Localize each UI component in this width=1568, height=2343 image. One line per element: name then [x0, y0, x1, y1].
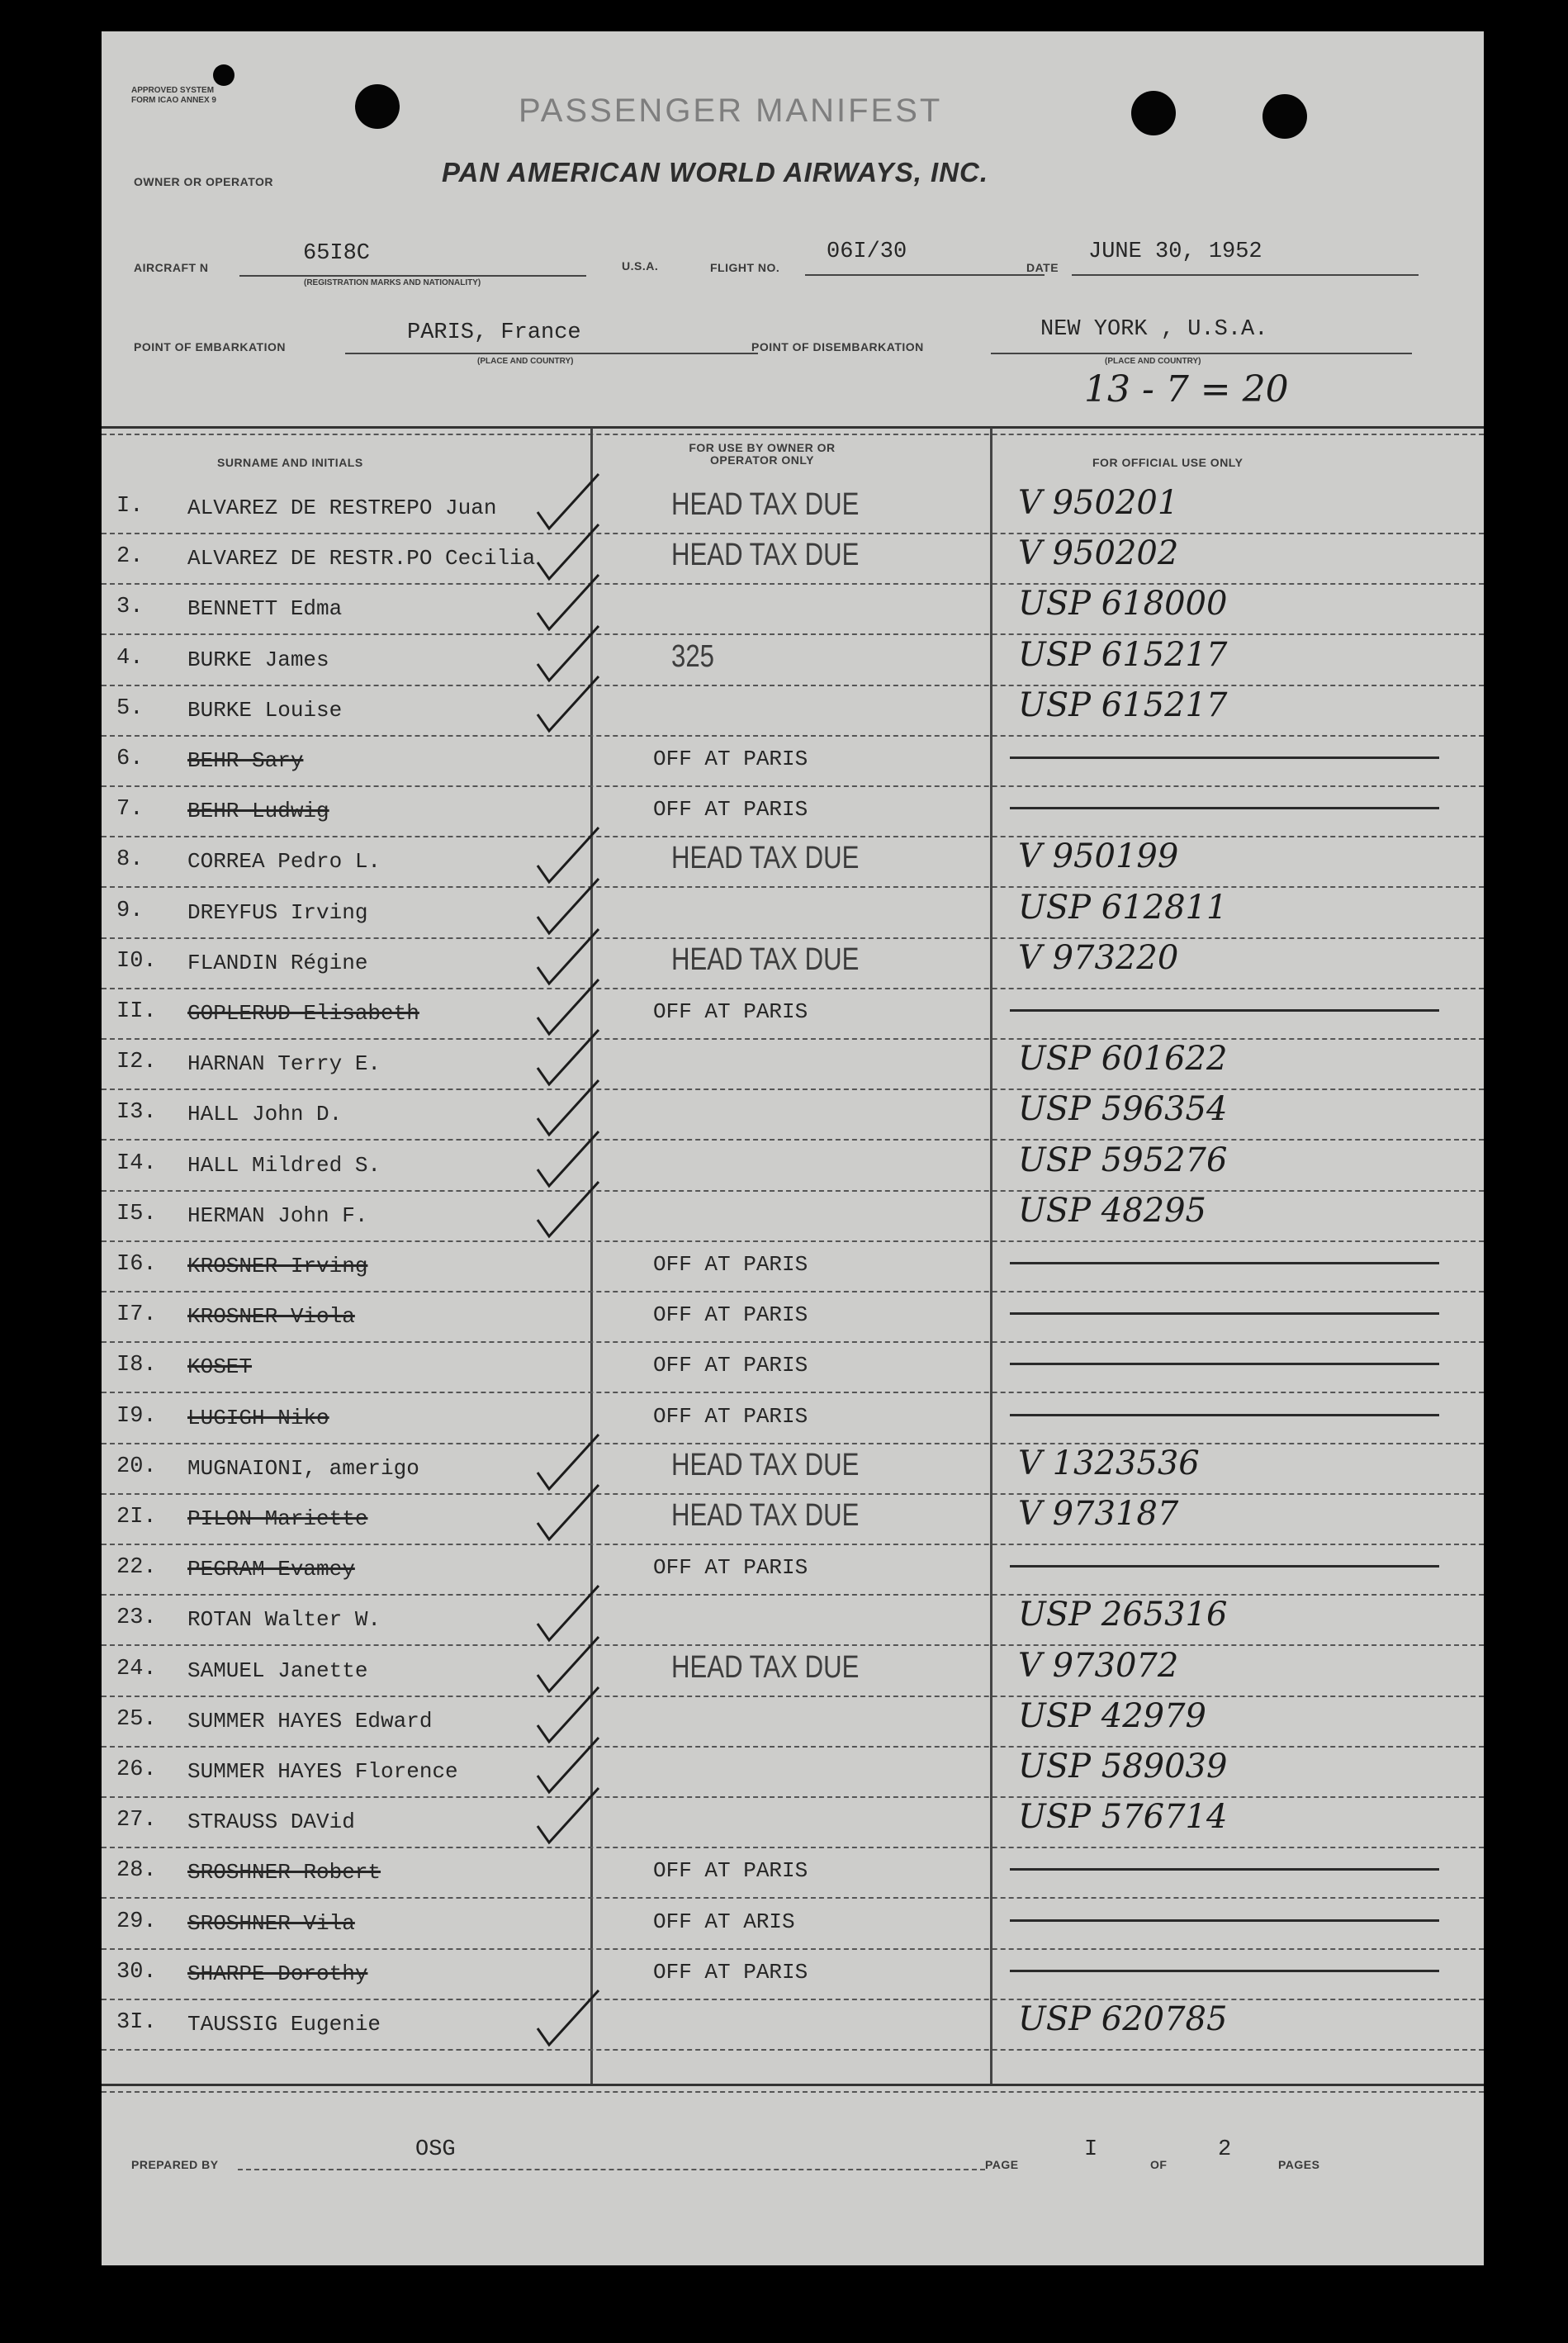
disembark-underline — [991, 353, 1412, 354]
tally-note: 13 - 7 = 20 — [1084, 368, 1289, 410]
corner-stamp: APPROVED SYSTEM FORM ICAO ANNEX 9 — [131, 86, 216, 105]
row-number: 2I. — [116, 1505, 157, 1530]
official-dash — [1010, 1009, 1439, 1012]
passenger-name: LUGIGH Niko — [187, 1406, 329, 1430]
official-entry: USP 620785 — [1018, 2000, 1228, 2038]
table-row — [102, 1748, 1484, 1798]
official-dash — [1010, 1919, 1439, 1922]
owner-stamp: HEAD TAX DUE — [671, 538, 860, 572]
owner-stamp: HEAD TAX DUE — [671, 942, 860, 977]
off-at-paris-note: OFF AT PARIS — [653, 1404, 808, 1429]
table-row — [102, 889, 1484, 939]
passenger-name: TAUSSIG Eugenie — [187, 2012, 381, 2037]
row-number: 23. — [116, 1605, 157, 1630]
disembark-label: POINT OF DISEMBARKATION — [751, 340, 924, 353]
table-bottom-rule — [102, 2084, 1484, 2086]
col-header-names: SURNAME AND INITIALS — [217, 456, 363, 469]
official-entry: V 973220 — [1018, 939, 1179, 977]
table-top-rule — [102, 426, 1484, 429]
official-entry: USP 596354 — [1018, 1090, 1228, 1128]
row-number: I7. — [116, 1302, 157, 1327]
row-number: 26. — [116, 1757, 157, 1782]
passenger-name: KOSET — [187, 1354, 253, 1379]
row-rule — [102, 886, 1484, 888]
off-at-paris-note: OFF AT PARIS — [653, 999, 808, 1024]
page-label: PAGE — [985, 2158, 1019, 2171]
owner-stamp: HEAD TAX DUE — [671, 487, 860, 522]
passenger-name: PILON Mariette — [187, 1506, 368, 1531]
passenger-name: SUMMER HAYES Edward — [187, 1709, 433, 1734]
row-number: 30. — [116, 1960, 157, 1985]
form-title: PASSENGER MANIFEST — [519, 92, 943, 129]
official-entry: USP 42979 — [1018, 1697, 1206, 1735]
official-entry: USP 615217 — [1018, 636, 1228, 674]
official-entry: V 950201 — [1018, 484, 1179, 522]
passenger-name: HARNAN Terry E. — [187, 1051, 381, 1076]
official-dash — [1010, 1312, 1439, 1315]
row-rule — [102, 1139, 1484, 1141]
table-row — [102, 1292, 1484, 1343]
check-mark-icon — [531, 1179, 605, 1245]
row-number: I. — [116, 494, 144, 519]
table-row — [102, 2000, 1484, 2051]
off-at-paris-note: OFF AT PARIS — [653, 1252, 808, 1277]
official-entry: V 950199 — [1018, 837, 1179, 875]
embark-value: PARIS, France — [407, 320, 581, 345]
row-rule — [102, 633, 1484, 635]
manifest-sheet — [102, 31, 1484, 2265]
off-at-paris-note: OFF AT PARIS — [653, 1960, 808, 1985]
owner-stamp: HEAD TAX DUE — [671, 841, 860, 875]
off-at-paris-note: OFF AT PARIS — [653, 1353, 808, 1378]
official-entry: USP 595276 — [1018, 1141, 1228, 1179]
passenger-name: STRAUSS DAVid — [187, 1809, 355, 1834]
table-row — [102, 1596, 1484, 1646]
official-entry: V 973072 — [1018, 1647, 1179, 1685]
table-row — [102, 1192, 1484, 1242]
passenger-name: BENNETT Edma — [187, 596, 343, 621]
row-number: 6. — [116, 747, 144, 771]
official-entry: V 1323536 — [1018, 1444, 1200, 1482]
row-number: 9. — [116, 899, 144, 923]
table-row — [102, 1848, 1484, 1899]
table-row — [102, 585, 1484, 635]
official-entry: USP 589039 — [1018, 1748, 1228, 1786]
aircraft-label: AIRCRAFT N — [134, 261, 209, 274]
row-number: 29. — [116, 1909, 157, 1934]
row-number: I5. — [116, 1202, 157, 1226]
table-row — [102, 1495, 1484, 1545]
passenger-name: SROSHNER Robert — [187, 1860, 381, 1885]
row-number: 20. — [116, 1454, 157, 1479]
row-number: 5. — [116, 696, 144, 721]
of-label: OF — [1150, 2158, 1168, 2171]
official-dash — [1010, 807, 1439, 809]
row-number: I6. — [116, 1252, 157, 1277]
official-entry: USP 601622 — [1018, 1040, 1228, 1078]
row-number: I8. — [116, 1353, 157, 1378]
disembark-value: NEW YORK , U.S.A. — [1040, 317, 1268, 342]
row-number: I2. — [116, 1050, 157, 1074]
official-entry: USP 265316 — [1018, 1596, 1228, 1634]
passenger-name: FLANDIN Régine — [187, 951, 368, 975]
usa-label: U.S.A. — [622, 259, 659, 273]
table-row — [102, 1040, 1484, 1090]
table-row — [102, 1900, 1484, 1950]
aircraft-value: 65I8C — [303, 241, 371, 266]
passenger-name: BURKE James — [187, 647, 329, 672]
owner-label: OWNER OR OPERATOR — [134, 175, 273, 188]
table-row — [102, 1444, 1484, 1495]
aircraft-underline — [239, 275, 586, 277]
punch-hole — [213, 64, 234, 86]
table-row — [102, 1798, 1484, 1848]
date-underline — [1072, 274, 1419, 276]
row-number: 7. — [116, 797, 144, 822]
row-rule — [102, 1644, 1484, 1646]
check-mark-icon — [531, 1987, 605, 2053]
table-row — [102, 636, 1484, 686]
flight-label: FLIGHT NO. — [710, 261, 780, 274]
owner-stamp: HEAD TAX DUE — [671, 1448, 860, 1482]
row-number: I4. — [116, 1151, 157, 1176]
table-top-rule — [102, 434, 1484, 435]
table-row — [102, 1545, 1484, 1596]
passenger-name: SROSHNER Vila — [187, 1911, 355, 1936]
official-entry: USP 612811 — [1018, 889, 1228, 927]
table-row — [102, 686, 1484, 737]
table-row — [102, 1394, 1484, 1444]
passenger-name: HERMAN John F. — [187, 1203, 368, 1228]
embark-label: POINT OF EMBARKATION — [134, 340, 286, 353]
owner-stamp: 325 — [671, 639, 714, 674]
punch-hole — [355, 84, 400, 129]
row-number: 4. — [116, 646, 144, 671]
pages-label: PAGES — [1278, 2158, 1320, 2171]
col-header-owner: FOR USE BY OWNER OR OPERATOR ONLY — [689, 441, 836, 467]
company-name: PAN AMERICAN WORLD AIRWAYS, INC. — [442, 157, 989, 187]
flight-underline — [805, 274, 1045, 276]
official-dash — [1010, 1565, 1439, 1568]
passenger-name: HALL Mildred S. — [187, 1153, 381, 1178]
check-mark-icon — [531, 1785, 605, 1851]
table-row — [102, 1647, 1484, 1697]
official-entry: USP 48295 — [1018, 1192, 1206, 1230]
off-at-paris-note: OFF AT ARIS — [653, 1909, 795, 1934]
official-entry: USP 615217 — [1018, 686, 1228, 724]
owner-stamp: HEAD TAX DUE — [671, 1498, 860, 1533]
row-rule — [102, 2049, 1484, 2051]
row-number: 8. — [116, 847, 144, 872]
prepared-label: PREPARED BY — [131, 2158, 219, 2171]
off-at-paris-note: OFF AT PARIS — [653, 747, 808, 771]
passenger-name: SAMUEL Janette — [187, 1658, 368, 1683]
passenger-name: PEGRAM Evamey — [187, 1557, 355, 1582]
table-bottom-rule — [102, 2091, 1484, 2093]
row-number: 27. — [116, 1808, 157, 1833]
passenger-name: KROSNER Irving — [187, 1254, 368, 1278]
punch-hole — [1131, 91, 1176, 135]
row-number: I9. — [116, 1404, 157, 1429]
passenger-name: MUGNAIONI, amerigo — [187, 1456, 419, 1481]
passenger-name: SHARPE Dorothy — [187, 1961, 368, 1986]
passenger-name: GOPLERUD Elisabeth — [187, 1001, 419, 1026]
registration-caption: (REGISTRATION MARKS AND NATIONALITY) — [304, 278, 481, 287]
row-number: 24. — [116, 1657, 157, 1681]
passenger-name: HALL John D. — [187, 1102, 343, 1126]
official-dash — [1010, 1262, 1439, 1264]
prepared-value: OSG — [415, 2137, 456, 2162]
table-row — [102, 787, 1484, 837]
owner-stamp: HEAD TAX DUE — [671, 1650, 860, 1685]
official-dash — [1010, 1868, 1439, 1871]
row-number: 3. — [116, 595, 144, 619]
of-value: 2 — [1218, 2137, 1232, 2162]
row-number: II. — [116, 999, 157, 1024]
off-at-paris-note: OFF AT PARIS — [653, 1555, 808, 1580]
table-row — [102, 484, 1484, 534]
date-value: JUNE 30, 1952 — [1088, 240, 1262, 264]
prepared-underline — [238, 2169, 985, 2170]
official-entry: V 973187 — [1018, 1495, 1179, 1533]
check-mark-icon — [531, 1482, 605, 1548]
row-number: 2. — [116, 544, 144, 569]
table-row — [102, 737, 1484, 787]
embark-caption: (PLACE AND COUNTRY) — [477, 357, 574, 366]
official-dash — [1010, 1414, 1439, 1416]
flight-value: 06I/30 — [827, 240, 907, 264]
table-row — [102, 534, 1484, 585]
table-row — [102, 989, 1484, 1040]
table-row — [102, 1950, 1484, 2000]
passenger-name: DREYFUS Irving — [187, 900, 368, 925]
row-rule — [102, 1897, 1484, 1899]
passenger-name: SUMMER HAYES Florence — [187, 1759, 458, 1784]
passenger-name: ALVAREZ DE RESTREPO Juan — [187, 496, 497, 520]
col-header-official: FOR OFFICIAL USE ONLY — [1092, 456, 1244, 469]
passenger-name: KROSNER Viola — [187, 1304, 355, 1329]
embark-underline — [345, 353, 758, 354]
official-dash — [1010, 756, 1439, 759]
table-row — [102, 1242, 1484, 1292]
row-number: I0. — [116, 949, 157, 974]
passenger-name: BURKE Louise — [187, 698, 343, 723]
official-entry: USP 576714 — [1018, 1798, 1228, 1836]
official-entry: USP 618000 — [1018, 585, 1228, 623]
passenger-name: ALVAREZ DE RESTR.PO Cecilia — [187, 546, 536, 571]
passenger-name: BEHR Sary — [187, 748, 304, 773]
passenger-name: BEHR Ludwig — [187, 799, 329, 823]
official-entry: V 950202 — [1018, 534, 1179, 572]
row-number: 28. — [116, 1858, 157, 1883]
check-mark-icon — [531, 673, 605, 739]
passenger-name: ROTAN Walter W. — [187, 1607, 381, 1632]
official-dash — [1010, 1970, 1439, 1972]
punch-hole — [1262, 94, 1307, 139]
date-label: DATE — [1026, 261, 1059, 274]
row-number: 25. — [116, 1707, 157, 1732]
passenger-name: CORREA Pedro L. — [187, 849, 381, 874]
table-row — [102, 1090, 1484, 1141]
row-number: 22. — [116, 1555, 157, 1580]
table-row — [102, 939, 1484, 989]
official-dash — [1010, 1363, 1439, 1365]
table-row — [102, 1343, 1484, 1393]
row-number: I3. — [116, 1100, 157, 1125]
row-rule — [102, 1392, 1484, 1393]
table-row — [102, 1141, 1484, 1192]
off-at-paris-note: OFF AT PARIS — [653, 1302, 808, 1327]
off-at-paris-note: OFF AT PARIS — [653, 1858, 808, 1883]
table-row — [102, 1697, 1484, 1748]
table-row — [102, 837, 1484, 888]
disembark-caption: (PLACE AND COUNTRY) — [1105, 357, 1201, 366]
page-value: I — [1084, 2137, 1098, 2162]
row-number: 3I. — [116, 2010, 157, 2035]
off-at-paris-note: OFF AT PARIS — [653, 797, 808, 822]
